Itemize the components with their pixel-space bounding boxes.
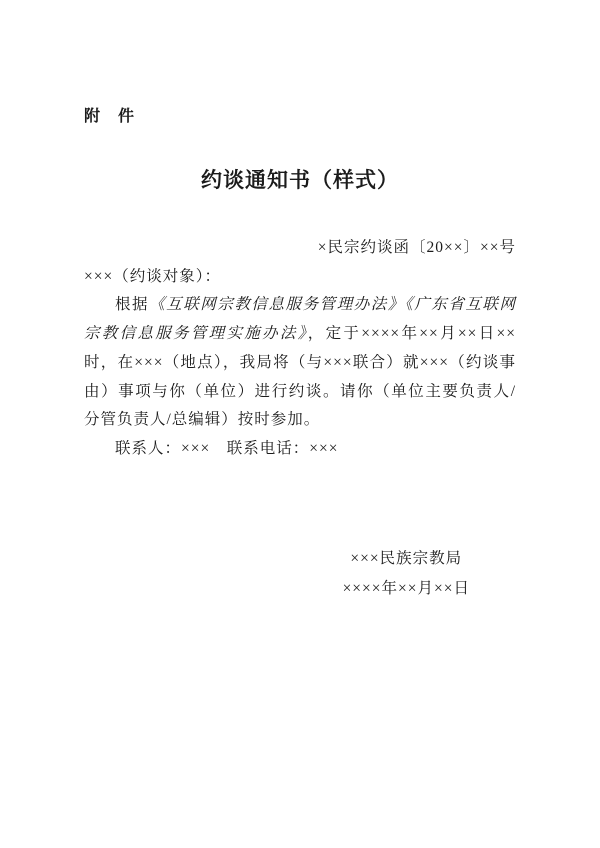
salutation-line: ×××（约谈对象）： xyxy=(84,267,221,285)
signature-date: ××××年××月××日 xyxy=(342,579,470,597)
contact-line: 联系人：××× 联系电话：××× xyxy=(115,439,339,457)
signature-unit: ×××民族宗教局 xyxy=(350,549,463,567)
letter-body xyxy=(84,234,516,464)
paragraph-segment-lead: 根据 xyxy=(115,296,150,314)
page-title: 约谈通知书（样式） xyxy=(201,169,399,192)
body-paragraph xyxy=(84,291,516,435)
regulation-titles: 《互联网宗教信息服务管理办法》《广东省互联网宗教信息服务管理实施办法》 xyxy=(84,296,516,343)
signature-block xyxy=(343,544,470,604)
document-number: ×民宗约谈函〔20××〕××号 xyxy=(317,239,516,256)
paragraph-segment-rest: ，定于××××年××月××日××时，在×××（地点），我局将（与×××联合）就×××（约谈事由）事项与你（单位）进行约谈。请你（单位主要负责人/分管负责人/总编辑）按时参加。 xyxy=(84,325,516,429)
attachment-label: 附 件 xyxy=(84,108,136,125)
